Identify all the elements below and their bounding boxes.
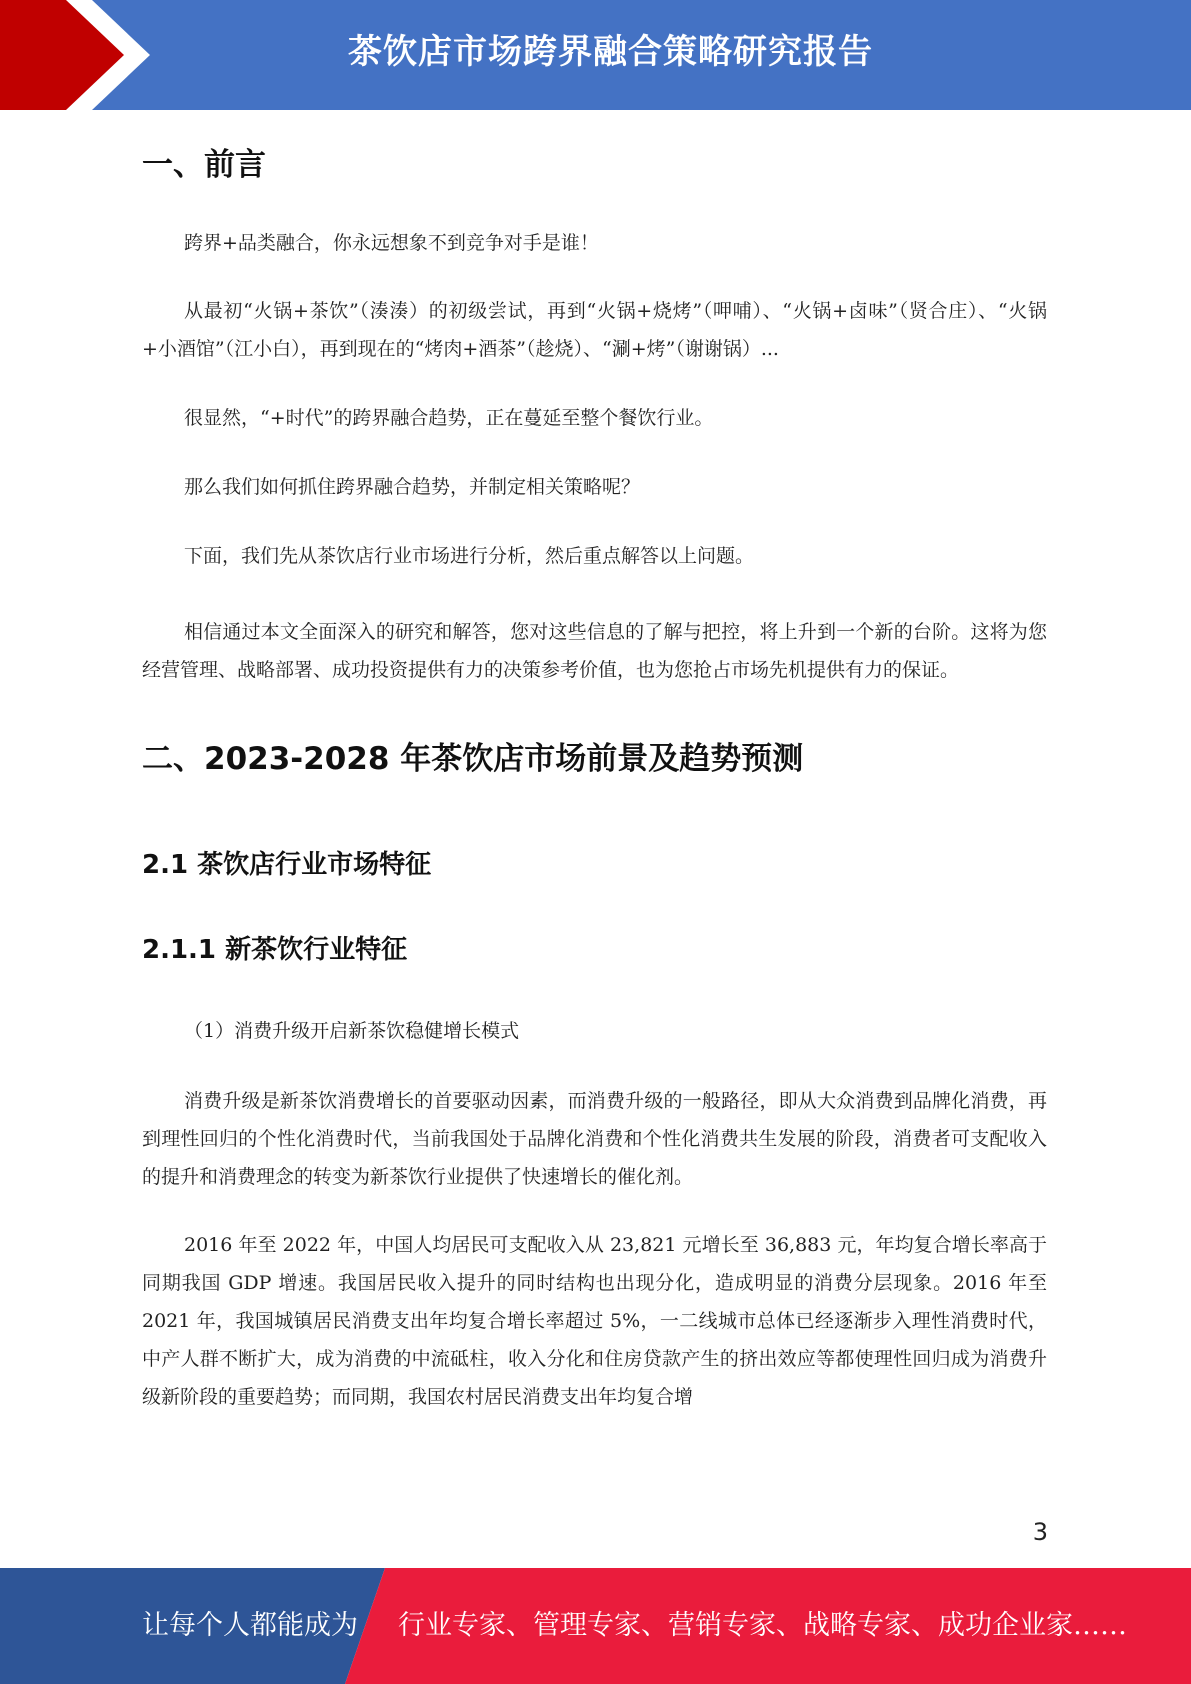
paragraph: 相信通过本文全面深入的研究和解答，您对这些信息的了解与把控，将上升到一个新的台阶。这将为您经营管理、战略部署、成功投资提供有力的决策参考价值，也为您抢占市场先机提供有力的保证。: [142, 621, 1047, 681]
preface-heading: 一、前言: [142, 147, 266, 183]
paragraph: 从最初“火锅+茶饮”（湊湊）的初级尝试，再到“火锅+烧烤”（呷哺）、“火锅+卤味”（贤合庄）、“火锅+小酒馆”（江小白），再到现在的“烤肉+酒茶”（趁烧）、“涮+烤”（谢谢锅）...: [142, 300, 1047, 360]
page-header: [0, 0, 1191, 110]
page-number: 3: [1032, 1518, 1048, 1546]
paragraph: 下面，我们先从茶饮店行业市场进行分析，然后重点解答以上问题。: [184, 545, 755, 567]
footer-slogan-right: 行业专家、管理专家、营销专家、战略专家、成功企业家……: [398, 1610, 1127, 1641]
paragraph: 很显然，“+时代”的跨界融合趋势，正在蔓延至整个餐饮行业。: [184, 407, 714, 429]
section-2-1-heading: 2.1 茶饮店行业市场特征: [142, 850, 432, 880]
section-2-1-1-heading: 2.1.1 新茶饮行业特征: [142, 935, 408, 965]
footer-slogan-left: 让每个人都能成为: [142, 1610, 358, 1641]
paragraph: 跨界+品类融合，你永远想象不到竞争对手是谁！: [184, 232, 599, 254]
paragraph: 2016 年至 2022 年，中国人均居民可支配收入从 23,821 元增长至 36,883 元，年均复合增长率高于同期我国 GDP 增速。我国居民收入提升的同时结构也出现分化，造成明显的消费分层现象。2016 年至 2021 年，我国城镇居民消费支出年均复合增长率超过 5%，一二线城市总体已经逐渐步入理性消费时代，中产人群不断扩大，成为消费的中流砥柱，收入分化和住房贷款产生的挤出效应等都使理性回归成为消费升级新阶段的重要趋势；而同期，我国农村居民消费支出年均复合增: [142, 1234, 1047, 1408]
page-content: [142, 110, 1047, 1416]
paragraph: 那么我们如何抓住跨界融合趋势，并制定相关策略呢？: [184, 476, 641, 498]
report-title: 茶饮店市场跨界融合策略研究报告: [348, 32, 873, 72]
forecast-heading: 二、2023-2028 年茶饮店市场前景及趋势预测: [142, 741, 804, 777]
point-heading: （1）消费升级开启新茶饮稳健增长模式: [184, 1020, 520, 1042]
page-footer: [0, 1568, 1191, 1684]
paragraph: 消费升级是新茶饮消费增长的首要驱动因素，而消费升级的一般路径，即从大众消费到品牌化消费，再到理性回归的个性化消费时代，当前我国处于品牌化消费和个性化消费共生发展的阶段，消费者可支配收入的提升和消费理念的转变为新茶饮行业提供了快速增长的催化剂。: [142, 1090, 1047, 1188]
